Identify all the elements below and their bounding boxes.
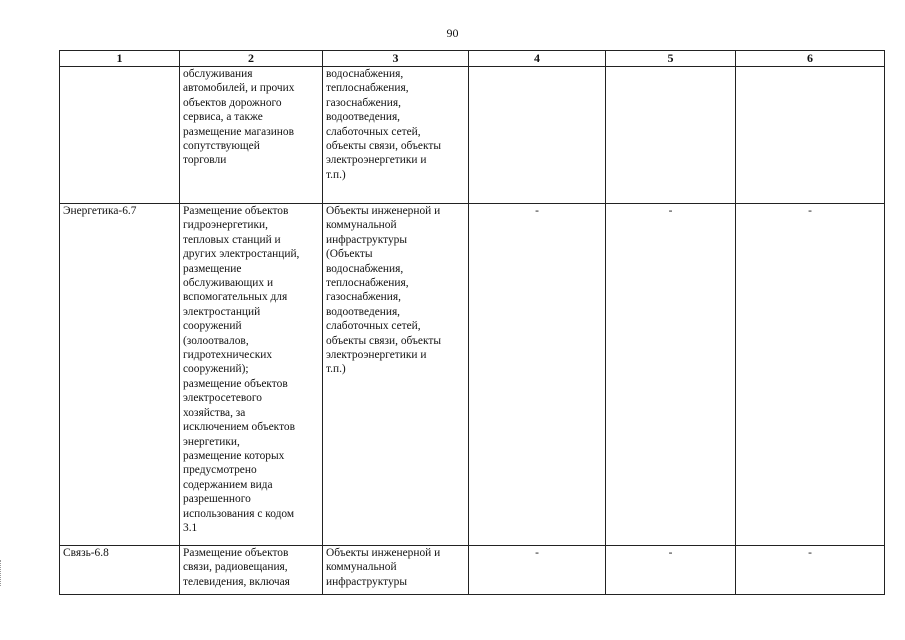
scan-artifact	[0, 560, 5, 586]
cell-objects: Объекты инженерной и коммунальной инфраструктуры	[323, 546, 469, 595]
cell-objects: Объекты инженерной и коммунальной инфраструктуры (Объекты водоснабжения, теплоснабжения, газоснабжения, водоотведения, слаботочных сетей, объекты связи, объекты электроэнергетики и т.п.)	[323, 204, 469, 546]
cell-objects: водоснабжения, теплоснабжения, газоснабжения, водоотведения, слаботочных сетей, объекты связи, объекты электроэнергетики и т.п.)	[323, 67, 469, 204]
table-header-row	[60, 51, 885, 67]
cell-col-5	[606, 67, 736, 204]
cell-col-5: -	[606, 546, 736, 595]
cell-description: Размещение объектов гидроэнергетики, тепловых станций и других электростанций, размещение обслуживающих и вспомогательных для электростанций сооружений (золоотвалов, гидротехнических сооружений); размещение объектов электросетевого хозяйства, за исключением объектов энергетики, размещение которых предусмотрено содержанием вида разрешенного использования с кодом 3.1	[180, 204, 323, 546]
cell-description: Размещение объектов связи, радиовещания, телевидения, включая	[180, 546, 323, 595]
cell-description: обслуживания автомобилей, и прочих объектов дорожного сервиса, а также размещение магазинов сопутствующей торговли	[180, 67, 323, 204]
cell-col-4	[469, 67, 606, 204]
land-use-table	[59, 50, 885, 595]
table-row	[60, 67, 885, 204]
header-col-3: 3	[323, 51, 469, 67]
cell-col-6	[736, 67, 885, 204]
cell-type-name: Энергетика-6.7	[60, 204, 180, 546]
cell-type-name: Связь-6.8	[60, 546, 180, 595]
cell-col-5: -	[606, 204, 736, 546]
cell-col-6: -	[736, 546, 885, 595]
table-row	[60, 204, 885, 546]
cell-col-6: -	[736, 204, 885, 546]
header-col-2: 2	[180, 51, 323, 67]
header-col-4: 4	[469, 51, 606, 67]
header-col-6: 6	[736, 51, 885, 67]
cell-type-name	[60, 67, 180, 204]
table-row	[60, 546, 885, 595]
cell-col-4: -	[469, 546, 606, 595]
header-col-1: 1	[60, 51, 180, 67]
header-col-5: 5	[606, 51, 736, 67]
cell-col-4: -	[469, 204, 606, 546]
page-number: 90	[446, 26, 459, 40]
